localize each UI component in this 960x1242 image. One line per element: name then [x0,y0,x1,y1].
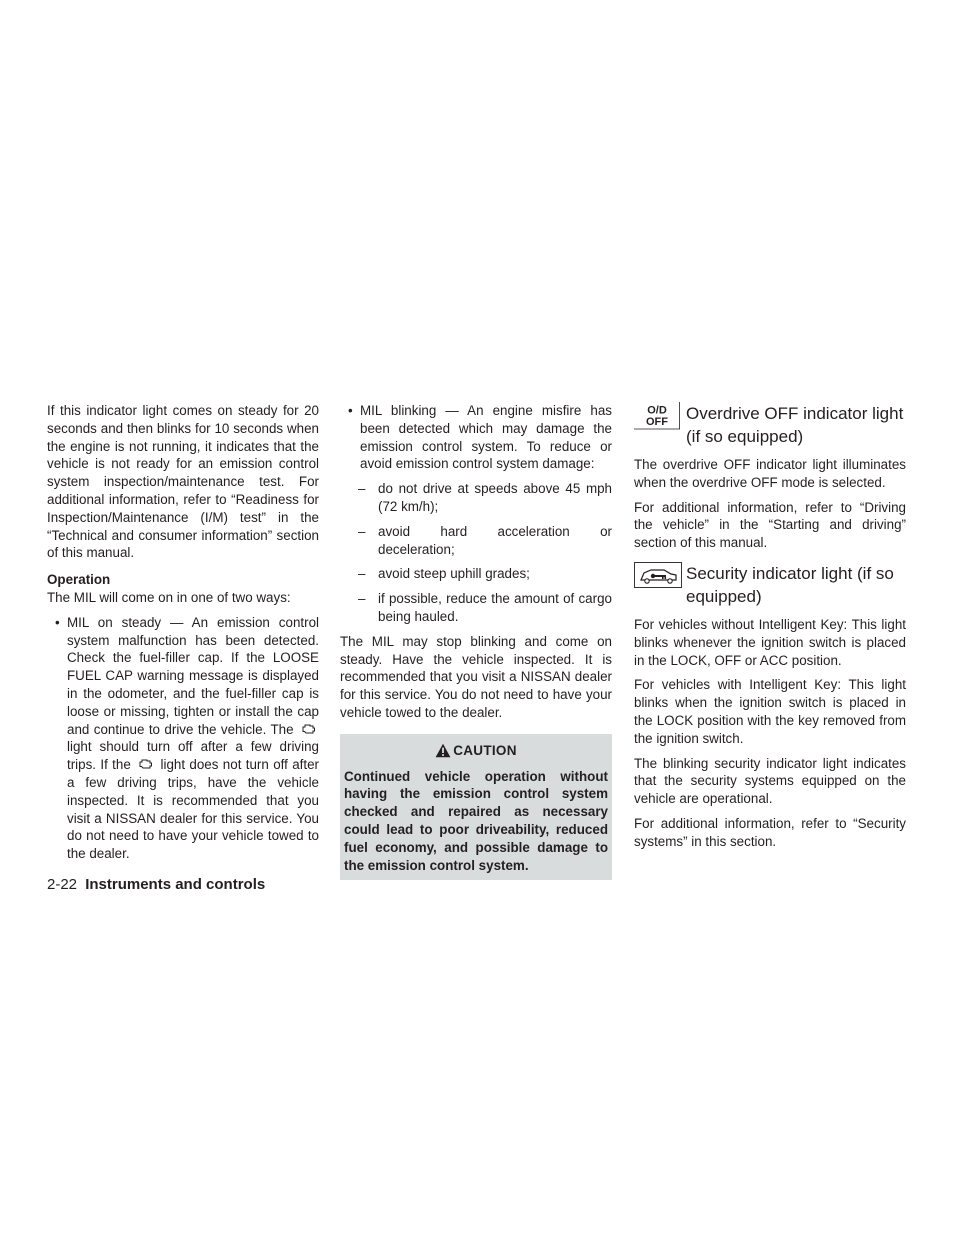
dash-mark: – [358,591,366,607]
security-indicator-heading [634,562,906,608]
overdrive-off-icon [634,402,680,430]
dash-mark: – [358,523,366,539]
dash-item-text: do not drive at speeds above 45 mph (72 km/h); [378,481,612,514]
mil-steady-text-b: light should turn off after a few driving trips. If the [67,739,319,773]
mil-blinking-text: MIL blinking — An engine misfire has been detected which may damage the emission control system. To reduce or avoid emission control system damage: [360,403,612,472]
mil-steady-text-c: light does not turn off after a few driving trips, have the vehicle inspected. It is recommended that you visit a NISSAN dealer for this service. You do not need to have your vehicle towed to the dealer. [67,757,319,862]
mil-intro-paragraph: If this indicator light comes on steady for 20 seconds and then blinks for 10 seconds when the engine is not running, it indicates that the vehicle is not ready for an emission control system inspection/maintenance test. For additional information, refer to “Readiness for Inspection/Maintenance (I/M) test” in the “Technical and consumer information” section of this manual. [47,403,319,561]
dash-item [358,565,612,583]
security-car-key-icon [634,562,682,588]
security-paragraph-1: For vehicles without Intelligent Key: This light blinks whenever the ignition switch is placed in the LOCK, OFF or ACC position. [634,616,906,668]
chapter-title: Instruments and controls [85,876,266,893]
overdrive-paragraph-2: For additional information, refer to “Driving the vehicle” in the “Starting and driving” section of this manual. [634,499,906,551]
dash-mark: – [358,566,366,582]
dash-item-text: avoid steep uphill grades; [378,566,530,582]
overdrive-paragraph-1: The overdrive OFF indicator light illuminates when the overdrive OFF mode is selected. [634,457,906,490]
caution-title-text: CAUTION [453,742,517,758]
overdrive-off-heading-text: Overdrive OFF indicator light (if so equipped) [686,404,904,446]
page-number: 2-22 [47,876,78,893]
operation-lead: The MIL will come on in one of two ways: [47,589,291,605]
overdrive-off-heading [634,402,906,448]
caution-title [344,742,608,760]
security-indicator-heading-text: Security indicator light (if so equipped) [686,563,894,606]
dash-item-text: if possible, reduce the amount of cargo being hauled. [378,591,612,624]
engine-check-icon [138,758,153,770]
security-paragraph-3: The blinking security indicator light indicates that the security systems equipped on the vehicle are operational. [634,755,906,807]
column-right [634,402,906,858]
mil-steady-bullet [47,614,319,863]
dash-item-text: avoid hard acceleration or deceleration; [378,523,612,557]
mil-steady-text-a: MIL on steady — An emission control system malfunction has been detected. Check the fuel-filler cap. If the LOOSE FUEL CAP warning message is displayed in the odometer, and the fuel-filler cap is loose or missing, tighten or install the cap and continue to drive the vehicle. The [67,614,319,737]
security-paragraph-2: For vehicles with Intelligent Key: This light blinks when the ignition switch is placed in the LOCK position with the key removed from the ignition switch. [634,677,906,746]
warning-triangle-icon [435,743,451,758]
security-paragraph-4: For additional information, refer to “Security systems” in this section. [634,815,906,849]
page-footer [47,876,265,893]
operation-heading: Operation [47,572,111,588]
dash-item [358,590,612,626]
engine-check-icon [301,723,316,735]
caution-body: Continued vehicle operation without having the emission control system checked and repaired as necessary could lead to poor driveability, reduced fuel economy, and possible damage to the emission control system. [344,768,608,873]
od-icon-line2: OFF [646,416,668,428]
dash-mark: – [358,481,366,497]
dash-item [358,480,612,516]
bullet-mark: • [55,614,60,630]
mil-after-paragraph: The MIL may stop blinking and come on steady. Have the vehicle inspected. It is recommended that you visit a NISSAN dealer for this service. You do not need to have your vehicle towed to the dealer. [340,633,612,720]
mil-blinking-bullet [340,402,612,473]
column-middle [340,402,612,880]
bullet-mark: • [348,403,353,418]
caution-box [340,734,612,881]
column-left [47,402,319,863]
od-icon-line1: O/D [647,404,667,417]
dash-item [358,523,612,559]
